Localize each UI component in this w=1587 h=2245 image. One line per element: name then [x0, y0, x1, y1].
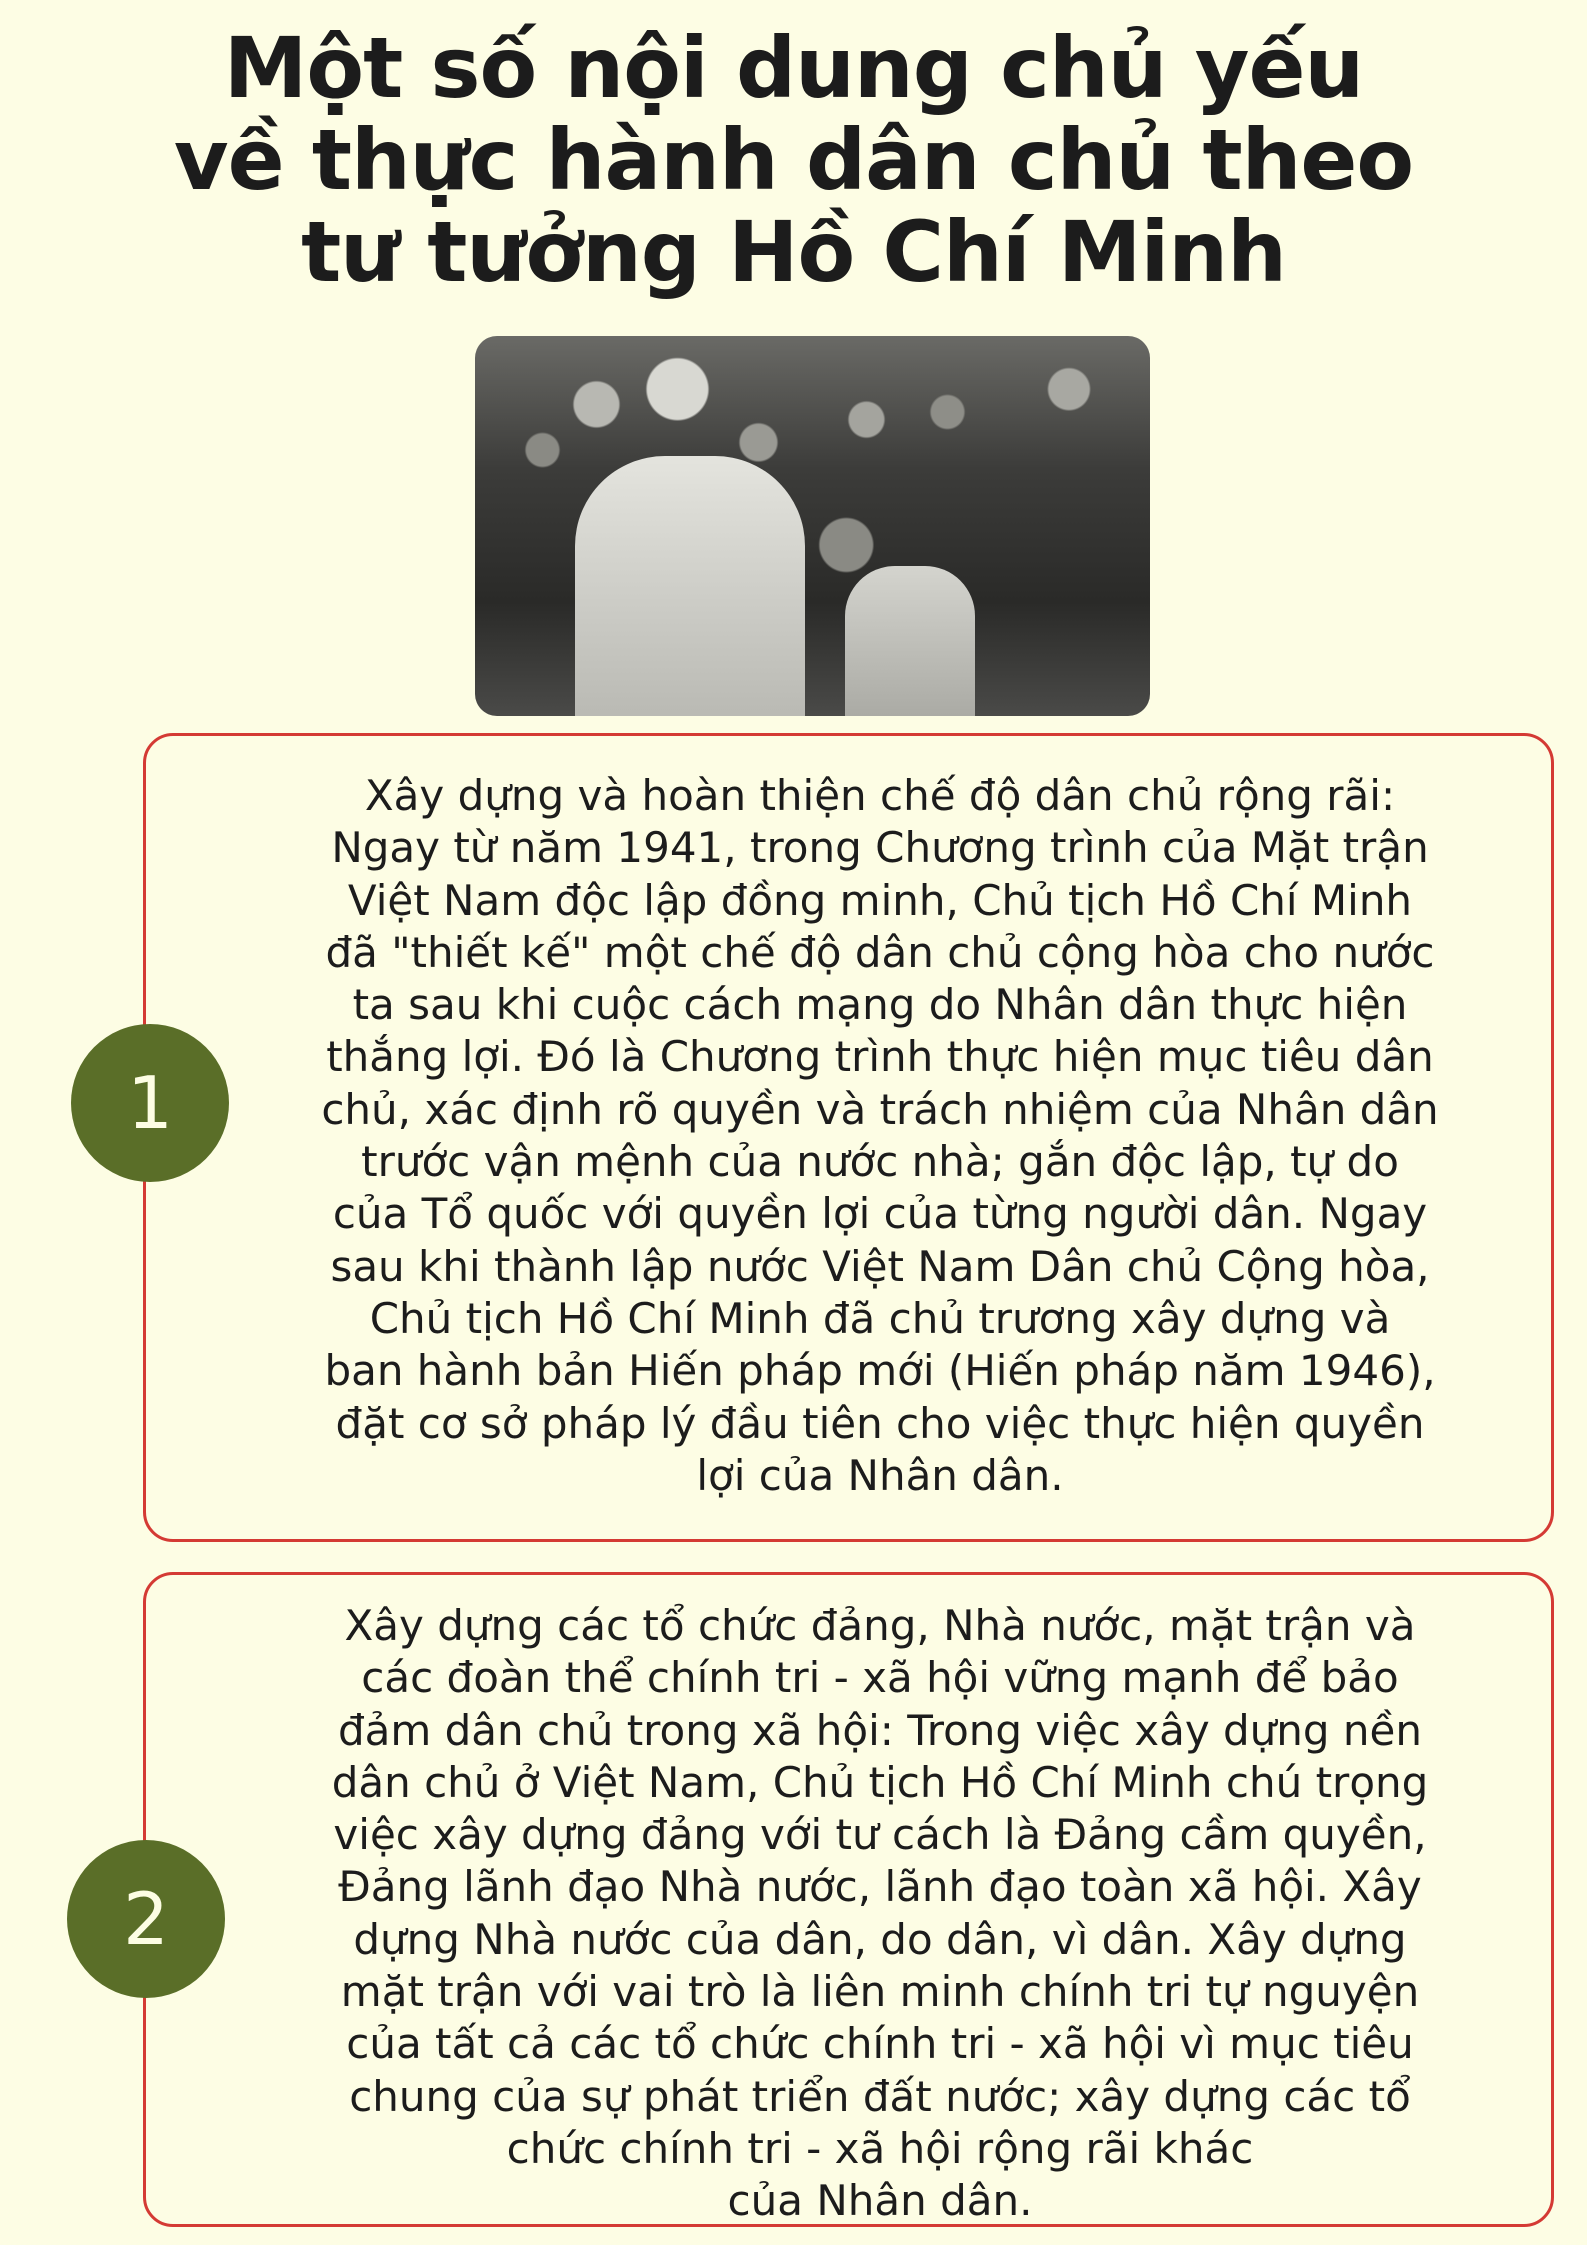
- text-line: đảm dân chủ trong xã hội: Trong việc xây dựng nền: [337, 1705, 1423, 1755]
- text-line: ta sau khi cuộc cách mạng do Nhân dân thực hiện: [352, 980, 1408, 1030]
- text-line: chủ, xác định rõ quyền và trách nhiệm của Nhân dân: [321, 1084, 1439, 1134]
- text-line: trước vận mệnh của nước nhà; gắn độc lập, tự do: [361, 1137, 1399, 1187]
- text-line: việc xây dựng đảng với tư cách là Đảng cầm quyền,: [333, 1810, 1427, 1860]
- text-line: Việt Nam độc lập đồng minh, Chủ tịch Hồ Chí Minh: [347, 875, 1413, 925]
- text-line: đặt cơ sở pháp lý đầu tiên cho việc thực hiện quyền: [335, 1398, 1425, 1448]
- text-line: Đảng lãnh đạo Nhà nước, lãnh đạo toàn xã hội. Xây: [338, 1862, 1422, 1912]
- text-line: của tất cả các tổ chức chính tri - xã hội vì mục tiêu: [346, 2019, 1414, 2069]
- text-line: chức chính tri - xã hội rộng rãi khác: [506, 2123, 1254, 2173]
- text-line: Ngay từ năm 1941, trong Chương trình của Mặt trận: [331, 823, 1429, 873]
- content-text-1: [240, 770, 1520, 1502]
- text-line: của Nhân dân.: [727, 2176, 1033, 2226]
- page-title: [0, 19, 1587, 301]
- text-line: ban hành bản Hiến pháp mới (Hiến pháp năm 1946),: [324, 1346, 1436, 1396]
- number-badge-1: 1: [71, 1024, 229, 1182]
- text-line: đã "thiết kế" một chế độ dân chủ cộng hòa cho nước: [325, 927, 1435, 977]
- content-text-2: [240, 1600, 1520, 2228]
- text-line: của Tổ quốc với quyền lợi của từng người dân. Ngay: [332, 1189, 1428, 1239]
- text-line: lợi của Nhân dân.: [696, 1450, 1064, 1500]
- number-badge-2: 2: [67, 1840, 225, 1998]
- text-line: chung của sự phát triển đất nước; xây dựng các tổ: [349, 2071, 1411, 2121]
- historical-photo: [475, 336, 1150, 716]
- photo-figure: [845, 566, 975, 716]
- title-line: tư tưởng Hồ Chí Minh: [301, 203, 1286, 301]
- text-line: các đoàn thể chính tri - xã hội vững mạnh để bảo: [361, 1653, 1399, 1703]
- text-line: Chủ tịch Hồ Chí Minh đã chủ trương xây dựng và: [369, 1293, 1391, 1343]
- text-line: thắng lợi. Đó là Chương trình thực hiện mục tiêu dân: [326, 1032, 1434, 1082]
- title-line: Một số nội dung chủ yếu: [223, 19, 1364, 117]
- text-line: Xây dựng các tổ chức đảng, Nhà nước, mặt trận và: [344, 1601, 1416, 1650]
- title-line: về thực hành dân chủ theo: [173, 111, 1414, 209]
- text-line: dựng Nhà nước của dân, do dân, vì dân. Xây dựng: [353, 1914, 1407, 1964]
- text-line: Xây dựng và hoàn thiện chế độ dân chủ rộng rãi:: [364, 771, 1396, 820]
- text-line: mặt trận với vai trò là liên minh chính tri tự nguyện: [340, 1967, 1420, 2017]
- text-line: sau khi thành lập nước Việt Nam Dân chủ Cộng hòa,: [330, 1241, 1430, 1291]
- photo-figure: [575, 456, 805, 716]
- text-line: dân chủ ở Việt Nam, Chủ tịch Hồ Chí Minh chú trọng: [331, 1757, 1429, 1807]
